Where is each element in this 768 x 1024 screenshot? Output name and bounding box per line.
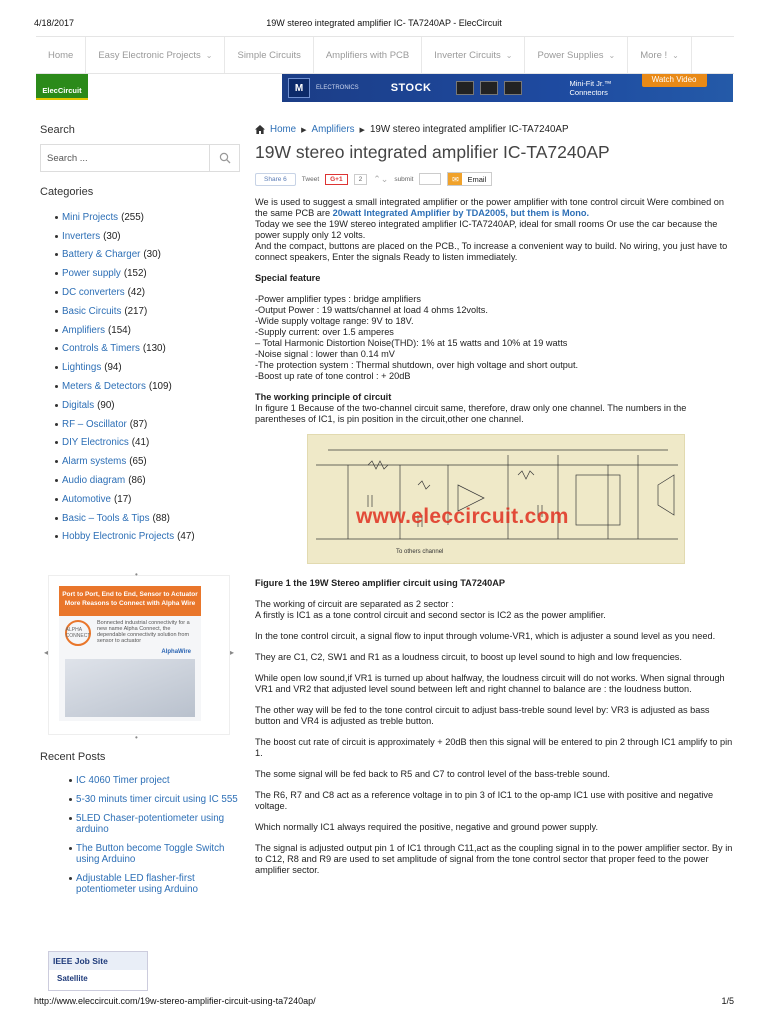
recent-posts [40, 751, 240, 903]
category-item [40, 528, 240, 547]
print-page-number: 1/5 [721, 996, 734, 1006]
ad-arrow-right-icon: ▸ [229, 648, 234, 657]
intro-paragraph [255, 197, 733, 219]
category-link[interactable]: Meters & Detectors [62, 381, 146, 393]
article-paragraph: The boost cut rate of circuit is approximately + 20dB then this signal will be entered to pin 2 through IC1 amplify to pin 1. [255, 737, 733, 758]
category-link[interactable]: Automotive [62, 493, 112, 505]
ad-image [59, 586, 201, 721]
working-text: In figure 1 Because of the two-channel circuit same, therefore, draw only one channel. The numbers in the parentheses of IC1, is pin position in the circuit,other one channel. [255, 403, 687, 424]
ad-headline: Port to Port, End to End, Sensor to Actuator More Reasons to Connect with Alpha Wire [59, 586, 201, 616]
category-count: (17) [114, 493, 132, 505]
gplus-button[interactable]: G+1 [325, 174, 347, 185]
category-count: (130) [142, 343, 166, 355]
ad-body [59, 616, 201, 650]
article-paragraph: The signal is adjusted output pin 1 of IC1 through C11,act as the coupling signal in to the power amplifier sector. By in to C12, R8 and R9 are used to set amplitude of signal from the tone control sector that proper feed to the power amplifier sector. [255, 843, 733, 875]
gplus-count: 2 [354, 174, 368, 185]
tda2005-link[interactable]: 20watt Integrated Amplifier by TDA2005, but them is Mono. [332, 208, 590, 218]
category-count: (41) [131, 437, 150, 449]
share-bar [255, 172, 733, 186]
category-link[interactable]: Audio diagram [62, 475, 126, 487]
category-count: (47) [177, 531, 195, 543]
site-logo[interactable] [36, 74, 88, 100]
category-count: (30) [143, 249, 161, 261]
category-link[interactable]: DIY Electronics [62, 437, 129, 449]
category-link[interactable]: Inverters [62, 230, 101, 242]
article-paragraph: In the tone control circuit, a signal flow to input through volume-VR1, which is adjuster a sound level as you need. [255, 631, 716, 641]
tweet-button[interactable]: Tweet [301, 175, 320, 183]
feature-item: – Total Harmonic Distortion Noise(THD): 1% at 15 watts and 10% at 19 watts [255, 338, 568, 348]
nav-item-inverter-circuits[interactable] [422, 37, 525, 73]
category-link[interactable]: Mini Projects [62, 211, 119, 223]
feature-item: -Output Power : 19 watts/channel at load 4 ohms 12volts. [255, 305, 488, 315]
category-count: (152) [123, 268, 147, 280]
category-count: (87) [129, 418, 148, 430]
nav-item-more[interactable] [628, 37, 692, 73]
article-paragraph: The R6, R7 and C8 act as a reference voltage in to pin 3 of IC1 to the op-amp IC1 use with positive and negative voltage. [255, 790, 714, 811]
recent-post-link[interactable]: The Button become Toggle Switch using Arduino [40, 843, 240, 865]
recent-list [40, 775, 240, 895]
article-paragraph: The working of circuit are separated as 2 sector : A firstly is IC1 as a tone control circuit and second sector is IC2 as the power amplifier. [255, 599, 606, 620]
caret-right-icon: ▶ [301, 126, 307, 134]
category-count: (42) [127, 287, 146, 299]
intro-paragraph-2: Today we see the 19W stereo integrated amplifier IC-TA7240AP, ideal for small rooms Or use the car because the power supply only 12 volts. [255, 219, 718, 240]
molex-logo: M [288, 78, 310, 98]
chevron-down-icon: ⌄ [505, 50, 513, 60]
recent-heading: Recent Posts [40, 751, 106, 763]
ad-banner[interactable] [282, 74, 733, 102]
ad-factory-illustration [65, 649, 195, 717]
category-item [40, 509, 240, 528]
nav-item-label: Home [48, 49, 74, 61]
caret-right-icon: ▶ [359, 126, 365, 134]
logo-text: ElecCircuit [42, 86, 82, 95]
category-link[interactable]: Amplifiers [62, 324, 106, 336]
category-link[interactable]: RF – Oscillator [62, 418, 127, 430]
breadcrumb-home[interactable]: Home [270, 124, 297, 135]
category-list [40, 208, 240, 546]
search-button[interactable] [209, 145, 239, 171]
submit-count [419, 173, 441, 185]
nav-item-label: Amplifiers with PCB [325, 49, 410, 61]
recent-post-link[interactable]: 5-30 minuts timer circuit using IC 555 [40, 794, 240, 805]
chevron-down-icon: ⌄ [608, 50, 616, 60]
category-count: (154) [108, 324, 131, 336]
categories-heading: Categories [40, 186, 94, 198]
page-title: 19W stereo integrated amplifier IC-TA7240AP [255, 142, 610, 162]
banner-sub: ELECTRONICS [316, 85, 359, 91]
ad-arrow-left-icon: ◂ [44, 648, 49, 657]
paragraph-list [255, 599, 733, 876]
category-link[interactable]: Basic Circuits [62, 305, 122, 317]
search-heading: Search [40, 124, 75, 136]
breadcrumb [255, 124, 733, 135]
submit-button[interactable]: submit [394, 175, 414, 183]
category-count: (30) [103, 230, 121, 242]
category-item [40, 471, 240, 490]
feature-item: -Power amplifier types : bridge amplifiers [255, 294, 421, 304]
category-count: (88) [152, 512, 170, 524]
category-item [40, 340, 240, 359]
nav-item-label: Simple Circuits [237, 49, 301, 61]
article-paragraph: Which normally IC1 always required the positive, negative and ground power supply. [255, 822, 599, 832]
category-count: (90) [97, 399, 115, 411]
intro-paragraph-3: And the compact, buttons are placed on the PCB., To increase a convenient way to build. No wiring, you just have to connect speakers, Enter the signals Ready to listen immediately. [255, 241, 728, 262]
special-feature-heading: Special feature [255, 273, 321, 283]
category-link[interactable]: Controls & Timers [62, 343, 140, 355]
category-item [40, 396, 240, 415]
ieee-heading: IEEE Job Site [49, 952, 147, 970]
feature-item: -Wide supply voltage range: 9V to 18V. [255, 316, 414, 326]
category-link[interactable]: Digitals [62, 399, 95, 411]
chevron-down-icon: ⌄ [205, 50, 213, 60]
nav-item-simple-circuits[interactable] [225, 37, 313, 73]
banner-mini: Mini-Fit Jr.™ Connectors [569, 79, 612, 97]
feature-item: -Noise signal : lower than 0.14 mV [255, 349, 395, 359]
feature-item: -Boost up rate of tone control : + 20dB [255, 371, 411, 381]
article-paragraph: They are C1, C2, SW1 and R1 as a loudness circuit, to boost up level sound to high and low frequencies. [255, 652, 682, 662]
article-paragraph: The other way will be fed to the tone control circuit to adjust bass-treble sound level by: VR3 is adjusted as bass button and VR4 is adjusted as treble button. [255, 705, 710, 726]
category-item [40, 377, 240, 396]
category-item [40, 208, 240, 227]
category-item [40, 321, 240, 340]
nav-item-easy-electronic-projects[interactable] [86, 37, 225, 73]
nav-item-power-supplies[interactable] [525, 37, 628, 73]
ieee-widget[interactable] [48, 951, 148, 991]
category-item [40, 283, 240, 302]
category-link[interactable]: Alarm systems [62, 456, 127, 468]
print-date: 4/18/2017 [34, 18, 75, 28]
nav-item-label: Power Supplies [537, 49, 604, 61]
print-url: http://www.eleccircuit.com/19w-stereo-amplifier-circuit-using-ta7240ap/ [34, 996, 316, 1006]
home-icon [255, 125, 265, 134]
category-item [40, 452, 240, 471]
sidebar-ad[interactable] [44, 570, 234, 742]
category-item [40, 490, 240, 509]
sidebar [40, 124, 240, 546]
category-count: (94) [104, 362, 122, 374]
figure-label-other-channel: To others channel [396, 549, 444, 555]
nav-item-amplifiers-with-pcb[interactable] [314, 37, 422, 73]
category-count: (109) [148, 381, 172, 393]
category-item [40, 358, 240, 377]
working-heading: The working principle of circuit [255, 392, 392, 402]
nav-item-home[interactable] [36, 37, 86, 73]
intro-text: We is used to suggest a small integrated amplifier or the power amplifier with tone control circuit Were combined on the same PCB are [255, 197, 724, 218]
ad-arrow-up-icon: • [135, 570, 138, 579]
search-input[interactable]: Search ... [47, 152, 88, 164]
article [255, 124, 733, 876]
article-paragraph: The some signal will be fed back to R5 and C7 to control level of the bass-treble sound. [255, 769, 610, 779]
category-item [40, 227, 240, 246]
ad-circle-logo: ALPHA CONNECT [65, 620, 91, 646]
category-link[interactable]: DC converters [62, 287, 125, 299]
search-icon [219, 152, 231, 164]
share-button[interactable]: Share 6 [255, 173, 296, 186]
circuit-schematic [308, 435, 685, 564]
category-count: (255) [121, 211, 144, 223]
feature-item: -The protection system : Thermal shutdown, over high voltage and short output. [255, 360, 579, 370]
ad-body-text: Bonnected industrial connectivity for a new name Alpha Connect, the dependable connectivity solution from sensor to actuator [97, 620, 190, 644]
banner-stock: STOCK [390, 82, 432, 94]
print-header [34, 18, 734, 30]
article-paragraph: While open low sound,if VR1 is turned up about halfway, the loudness circuit will do not works. When signal through VR1 and VR2 that adjusted level sound between left and right channel to balance are : the loudness button. [255, 673, 725, 694]
figure-caption: Figure 1 the 19W Stereo amplifier circuit using TA7240AP [255, 578, 505, 588]
print-footer [34, 996, 734, 1008]
email-label: Email [467, 174, 487, 184]
feature-item: -Supply current: over 1.5 amperes [255, 327, 394, 337]
category-link[interactable]: Hobby Electronic Projects [62, 531, 175, 543]
category-count: (217) [124, 305, 148, 317]
nav-item-label: Inverter Circuits [434, 49, 501, 61]
category-item [40, 302, 240, 321]
category-count: (65) [129, 456, 147, 468]
category-item [40, 434, 240, 453]
recent-post-link[interactable]: 5LED Chaser-potentiometer using arduino [40, 813, 240, 835]
category-link[interactable]: Battery & Charger [62, 249, 141, 261]
banner-parts-image [456, 81, 522, 95]
ad-brand: AlphaWire [161, 649, 191, 655]
category-item [40, 264, 240, 283]
recent-post-link[interactable]: Adjustable LED flasher-first potentiometer using Arduino [40, 873, 240, 895]
category-link[interactable]: Power supply [62, 268, 121, 280]
search-form [40, 144, 240, 172]
ad-arrow-down-icon: • [135, 733, 138, 742]
nav-item-label: Easy Electronic Projects [98, 49, 201, 61]
breadcrumb-amplifiers[interactable]: Amplifiers [311, 124, 355, 135]
figure-watermark: www.eleccircuit.com [356, 505, 569, 528]
print-title: 19W stereo integrated amplifier IC- TA7240AP - ElecCircuit [266, 18, 502, 28]
feature-list [255, 294, 733, 382]
vote-arrows-icon[interactable]: ⌃⌄ [373, 173, 389, 184]
category-link[interactable]: Basic – Tools & Tips [62, 512, 150, 524]
category-item [40, 246, 240, 265]
article-body [255, 197, 733, 876]
recent-post-link[interactable]: IC 4060 Timer project [40, 775, 240, 786]
watch-video-button[interactable]: Watch Video [642, 74, 707, 87]
breadcrumb-current: 19W stereo integrated amplifier IC-TA7240AP [369, 124, 569, 135]
circuit-figure [307, 434, 685, 564]
main-nav [36, 36, 734, 74]
email-button[interactable] [447, 172, 492, 186]
email-icon: ✉ [448, 173, 462, 185]
nav-item-label: More ! [640, 49, 668, 61]
ieee-item[interactable]: Satellite [57, 974, 88, 983]
category-count: (86) [128, 475, 146, 487]
category-item [40, 415, 240, 434]
chevron-down-icon: ⌄ [672, 50, 679, 60]
category-link[interactable]: Lightings [62, 362, 102, 374]
